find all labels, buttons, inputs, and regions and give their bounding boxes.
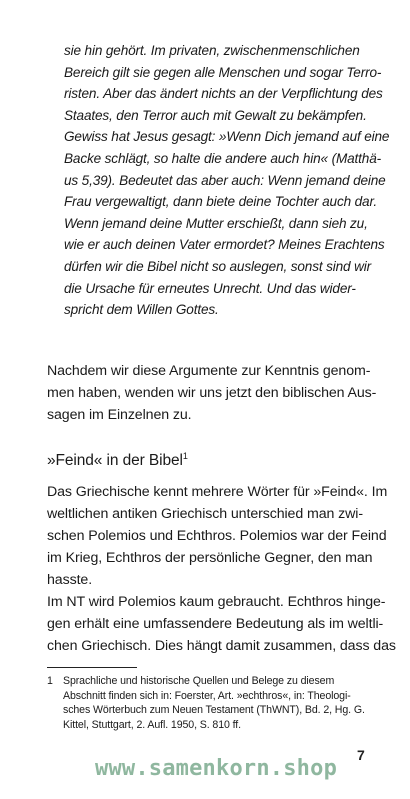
- body-line: schen Polemios und Echthros. Polemios war der Feind: [47, 528, 387, 544]
- quote-line: spricht dem Willen Gottes.: [64, 302, 219, 318]
- footnote-line: Kittel, Stuttgart, 2. Aufl. 1950, S. 810 ff.: [63, 718, 241, 731]
- intro-line: men haben, wenden wir uns jetzt den biblischen Aus-: [47, 385, 377, 401]
- intro-paragraph: [47, 360, 377, 426]
- body-line: im Krieg, Echthros der persönliche Gegner, den man: [47, 550, 373, 566]
- body-line: Im NT wird Polemios kaum gebraucht. Echthros hinge-: [47, 594, 386, 610]
- footnote-divider: [47, 667, 137, 668]
- quote-line: Wenn jemand deine Mutter erschießt, dann sieh zu,: [64, 215, 368, 231]
- section-heading: [47, 445, 188, 472]
- quote-line: us 5,39). Bedeutet das aber auch: Wenn jemand deine: [64, 172, 386, 188]
- quote-line: dürfen wir die Bibel nicht so auslegen, sonst sind wir: [64, 258, 371, 274]
- footnote-text: Sprachliche und historische Quellen und Belege zu diesem: [63, 675, 335, 687]
- footnote: [47, 674, 377, 732]
- quote-line: sie hin gehört. Im privaten, zwischenmenschlichen: [64, 43, 360, 58]
- footnote-reference: 1: [182, 451, 188, 461]
- footnote-line: sches Wörterbuch zum Neuen Testament (ThWNT), Bd. 2, Hg. G.: [63, 704, 365, 716]
- quote-line: Backe schlägt, so halte die andere auch hin« (Matthä-: [64, 150, 381, 166]
- quote-line: die Ursache für erneutes Unrecht. Und das wider-: [64, 280, 356, 296]
- footnote-line: Abschnitt finden sich in: Foerster, Art. »echthros«, in: Theologi-: [63, 689, 351, 702]
- block-quote: [64, 40, 390, 321]
- quote-line: Bereich gilt sie gegen alle Menschen und sogar Terro-: [64, 64, 382, 80]
- intro-line: Nachdem wir diese Argumente zur Kenntnis genom-: [47, 363, 371, 379]
- page-number: 7: [357, 747, 365, 763]
- body-line: hasste.: [47, 572, 93, 588]
- quote-line: risten. Aber das ändert nichts an der Verpflichtung des: [64, 86, 383, 102]
- quote-line: wie er auch deinen Vater ermordet? Meines Erachtens: [64, 237, 385, 253]
- watermark: www.samenkorn.shop: [95, 756, 338, 781]
- body-line: weltlichen antiken Griechisch unterschied man zwi-: [47, 506, 363, 522]
- body-line: Das Griechische kennt mehrere Wörter für »Feind«. Im: [47, 484, 388, 500]
- intro-line: sagen im Einzelnen zu.: [47, 407, 192, 423]
- quote-line: Staates, den Terror auch mit Gewalt zu bekämpfen.: [64, 107, 367, 123]
- body-paragraph: [47, 481, 396, 657]
- quote-line: Frau vergewaltigt, dann biete deine Tochter auch dar.: [64, 194, 377, 210]
- section-heading-text: »Feind« in der Bibel: [47, 452, 183, 469]
- body-line: gen erhält eine umfassendere Bedeutung als im weltli-: [47, 616, 384, 632]
- footnote-line: [47, 674, 377, 689]
- footnote-number: 1: [47, 675, 53, 687]
- body-line: chen Griechisch. Dies hängt damit zusammen, dass das: [47, 638, 396, 654]
- quote-line: Gewiss hat Jesus gesagt: »Wenn Dich jemand auf eine: [64, 129, 390, 145]
